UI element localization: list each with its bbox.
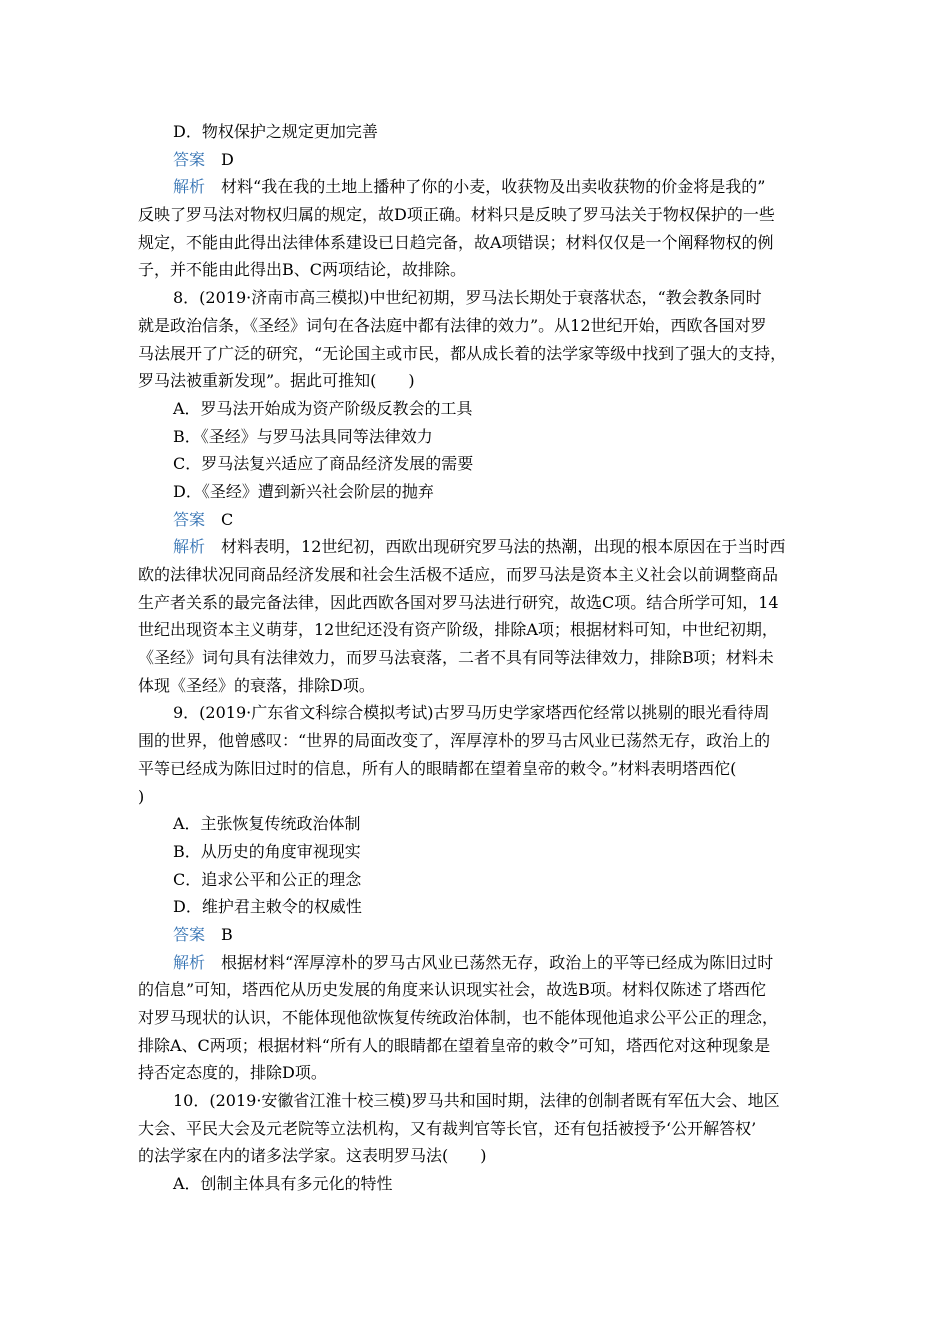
q7-option-d: D．物权保护之规定更加完善 <box>173 122 378 141</box>
analysis-label: 解析 <box>173 177 206 197</box>
q9-analysis-line-1 <box>138 949 818 977</box>
q8-stem-line-2: 就是政治信条，《圣经》词句在各法庭中都有法律的效力”。从12世纪开始，西欧各国对罗 <box>138 315 767 335</box>
q8-option-b: B．《圣经》与罗马法具同等法律效力 <box>173 426 433 446</box>
q9-option-b: B．从历史的角度审视现实 <box>173 841 361 861</box>
analysis-text: 材料表明，12世纪初，西欧出现研究罗马法的热潮，出现的根本原因在于当时西 <box>221 537 786 557</box>
q9-stem-line-3: 平等已经成为陈旧过时的信息，所有人的眼睛都在望着皇帝的敕令。”材料表明塔西佗( <box>138 758 737 778</box>
analysis-text: 材料“我在我的土地上播种了你的小麦，收获物及出卖收获物的价金将是我的” <box>221 177 766 197</box>
analysis-label: 解析 <box>173 537 206 557</box>
answer-value: B <box>221 924 233 944</box>
q9-stem-line-4: ) <box>138 786 145 806</box>
answer-value: C <box>221 509 234 529</box>
q9-analysis-line-5: 持否定态度的，排除D项。 <box>138 1063 327 1083</box>
analysis-label: 解析 <box>173 952 206 972</box>
q10-stem-line-2: 大会、平民大会及元老院等立法机构，又有裁判官等长官，还有包括被授予‘公开解答权’ <box>138 1118 757 1138</box>
q8-analysis-line-6: 体现《圣经》的衰落，排除D项。 <box>138 675 375 695</box>
q8-analysis-line-2: 欧的法律状况同商品经济发展和社会生活极不适应，而罗马法是资本主义社会以前调整商品 <box>138 565 779 584</box>
q8-option-c: C．罗马法复兴适应了商品经济发展的需要 <box>173 454 474 474</box>
q8-analysis-line-1 <box>138 533 818 561</box>
answer-label: 答案 <box>173 924 206 944</box>
q7-analysis-line-4: 子，并不能由此得出B、C两项结论，故排除。 <box>138 260 467 280</box>
q9-analysis-line-4: 排除A、C两项；根据材料“所有人的眼睛都在望着皇帝的敕令”可知，塔西佗对这种现象是 <box>138 1035 771 1055</box>
q8-analysis-line-3: 生产者关系的最完备法律，因此西欧各国对罗马法进行研究，故选C项。结合所学可知，14 <box>138 592 779 612</box>
q8-analysis-line-4: 世纪出现资本主义萌芽，12世纪还没有资产阶级，排除A项；根据材料可知，中世纪初期， <box>138 620 778 640</box>
document-page <box>138 118 818 1198</box>
q9-option-d: D．维护君主敕令的权威性 <box>173 897 362 917</box>
q9-analysis-line-3: 对罗马现状的认识，不能体现他欲恢复传统政治体制，也不能体现他追求公平公正的理念， <box>138 1008 779 1027</box>
q7-analysis-line-1 <box>138 173 818 201</box>
q9-option-a: A．主张恢复传统政治体制 <box>173 814 361 834</box>
q10-stem-line-3: 的法学家在内的诸多法学家。这表明罗马法( ) <box>138 1146 487 1166</box>
q8-option-a: A．罗马法开始成为资产阶级反教会的工具 <box>173 398 473 418</box>
q7-analysis-line-3: 规定，不能由此得出法律体系建设已日趋完备，故A项错误；材料仅仅是一个阐释物权的例 <box>138 232 774 252</box>
q10-option-a: A．创制主体具有多元化的特性 <box>173 1174 393 1194</box>
answer-label: 答案 <box>173 149 206 169</box>
answer-value: D <box>221 149 234 169</box>
q9-answer <box>138 921 818 949</box>
q9-analysis-line-2: 的信息”可知，塔西佗从历史发展的角度来认识现实社会，故选B项。材料仅陈述了塔西佗 <box>138 980 766 1000</box>
q8-stem-line-4: 罗马法被重新发现”。据此可推知( ) <box>138 371 415 391</box>
q9-option-c: C．追求公平和公正的理念 <box>173 869 362 889</box>
q9-stem-line-2: 围的世界，他曾感叹：“世界的局面改变了，浑厚淳朴的罗马古风业已荡然无存，政治上的 <box>138 731 771 751</box>
q8-answer <box>138 506 818 534</box>
answer-label: 答案 <box>173 509 206 529</box>
q7-analysis-line-2: 反映了罗马法对物权归属的规定，故D项正确。材料只是反映了罗马法关于物权保护的一些 <box>138 205 775 225</box>
q8-option-d: D．《圣经》遭到新兴社会阶层的抛弃 <box>173 481 434 501</box>
q9-stem-line-1: 9．(2019·广东省文科综合模拟考试)古罗马历史学家塔西佗经常以挑剔的眼光看待周 <box>173 703 770 723</box>
q7-answer <box>138 146 818 174</box>
analysis-text: 根据材料“浑厚淳朴的罗马古风业已荡然无存，政治上的平等已经成为陈旧过时 <box>221 952 774 972</box>
q8-analysis-line-5: 《圣经》词句具有法律效力，而罗马法衰落，二者不具有同等法律效力，排除B项；材料未 <box>138 648 774 668</box>
q8-stem-line-1: 8．(2019·济南市高三模拟)中世纪初期，罗马法长期处于衰落状态，“教会教条同时 <box>173 288 762 308</box>
q10-stem-line-1: 10．(2019·安徽省江淮十校三模)罗马共和国时期，法律的创制者既有军伍大会、地区 <box>173 1091 780 1111</box>
q8-stem-line-3: 马法展开了广泛的研究，“无论国主或市民，都从成长着的法学家等级中找到了强大的支持， <box>138 343 787 363</box>
